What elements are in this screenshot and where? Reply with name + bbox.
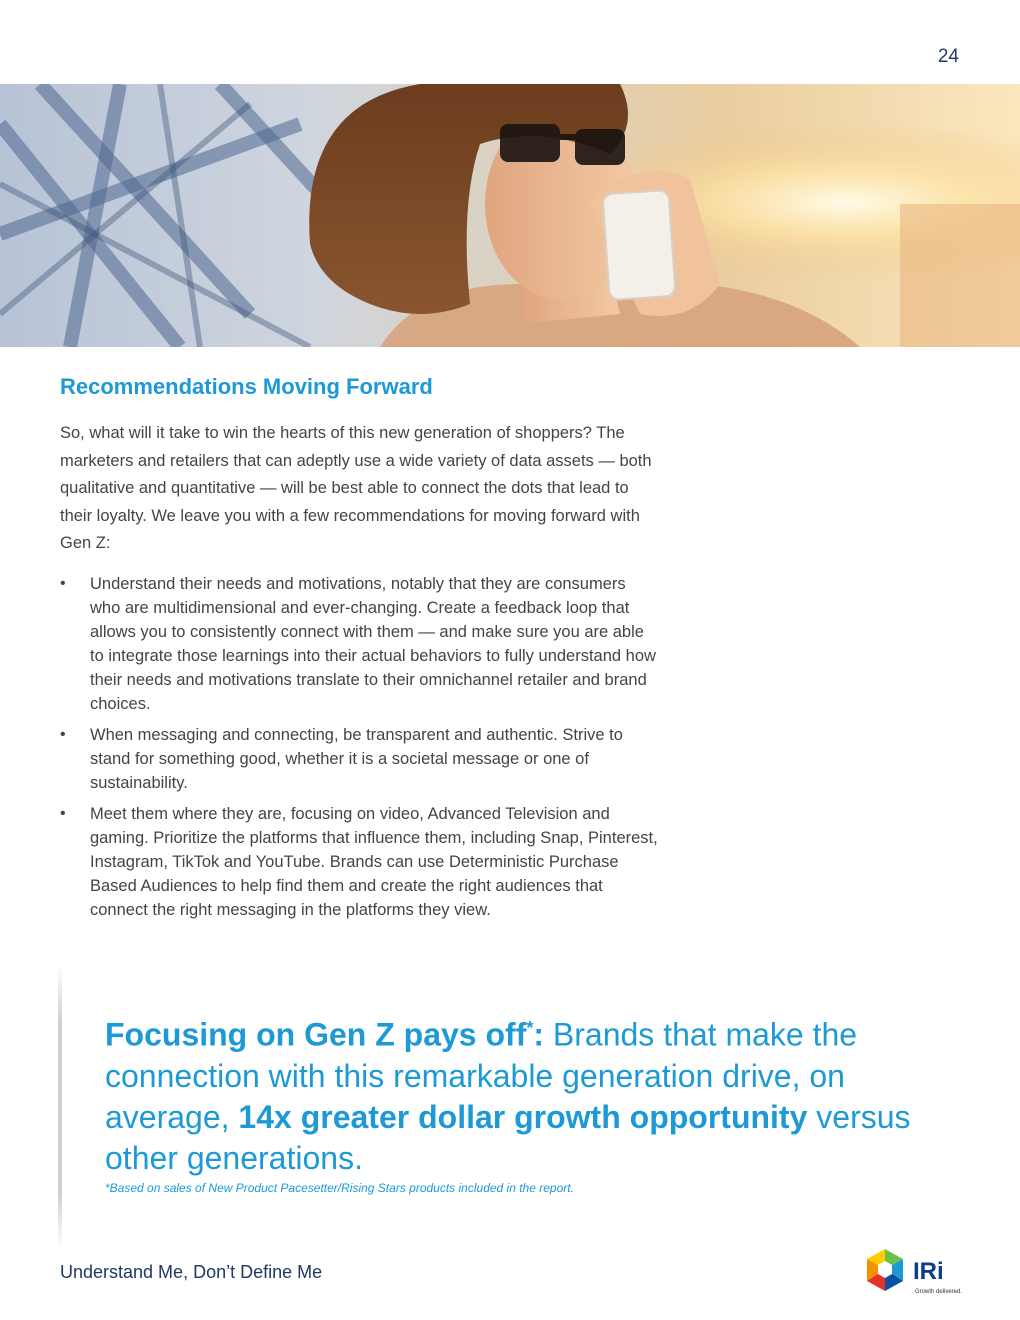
callout-divider: [58, 965, 62, 1250]
footer-title: Understand Me, Don’t Define Me: [60, 1262, 323, 1282]
hero-photo: [0, 84, 1020, 347]
bullet-icon: •: [60, 575, 66, 592]
woman-on-phone-photo: [0, 84, 1020, 347]
list-item: [60, 572, 660, 716]
logo-text: IRi: [913, 1258, 944, 1285]
callout-text-2: versus other generations.: [105, 1098, 911, 1176]
recommendation-list: [60, 572, 660, 929]
list-item: [60, 723, 660, 795]
callout-lead: Focusing on Gen Z pays off: [105, 1016, 527, 1053]
iri-logo: [863, 1247, 973, 1297]
list-item-text: Meet them where they are, focusing on video, Advanced Television and gaming. Prioritize the platforms that influence them, including Snap, Pinterest, Instagram, TikTok and YouTube. Brands can use Deterministic Purchase Based Audiences to help find them and create the right audiences that connect the right messaging in the platforms they view.: [90, 805, 658, 919]
callout-footnote: *Based on sales of New Product Pacesetter/Rising Stars products included in the report.: [105, 1181, 574, 1195]
callout-text-1: Brands that make the connection with this remarkable generation drive, on average,: [105, 1016, 858, 1135]
bullet-icon: •: [60, 726, 66, 743]
list-item-text: Understand their needs and motivations, notably that they are consumers who are multidimensional and ever-changing. Create a feedback loop that allows you to consistently connect with them — and make sure you are able to integrate those learnings into their actual behaviors to fully understand how their needs and motivations translate to their omnichannel retailer and brand choices.: [90, 575, 656, 713]
list-item: [60, 802, 660, 922]
page-number: 24: [937, 46, 959, 67]
section-title: Recommendations Moving Forward: [60, 374, 433, 399]
callout-quote: [105, 1008, 925, 1179]
callout-highlight: 14x greater dollar growth opportunity: [238, 1098, 808, 1135]
bullet-icon: •: [60, 805, 66, 822]
iri-logo-icon: [863, 1247, 973, 1297]
callout-lead-colon: :: [533, 1016, 545, 1053]
list-item-text: When messaging and connecting, be transparent and authentic. Strive to stand for something good, whether it is a societal message or one of sustainability.: [90, 726, 623, 792]
logo-tagline: Growth delivered.: [915, 1289, 963, 1295]
callout-lead-sup: *: [526, 1018, 534, 1038]
intro-paragraph: So, what will it take to win the hearts of this new generation of shoppers? The marketers and retailers that can adeptly use a wide variety of data assets — both qualitative and quantitative — will be best able to connect the dots that lead to their loyalty. We leave you with a few recommendations for moving forward with Gen Z:: [60, 424, 652, 552]
